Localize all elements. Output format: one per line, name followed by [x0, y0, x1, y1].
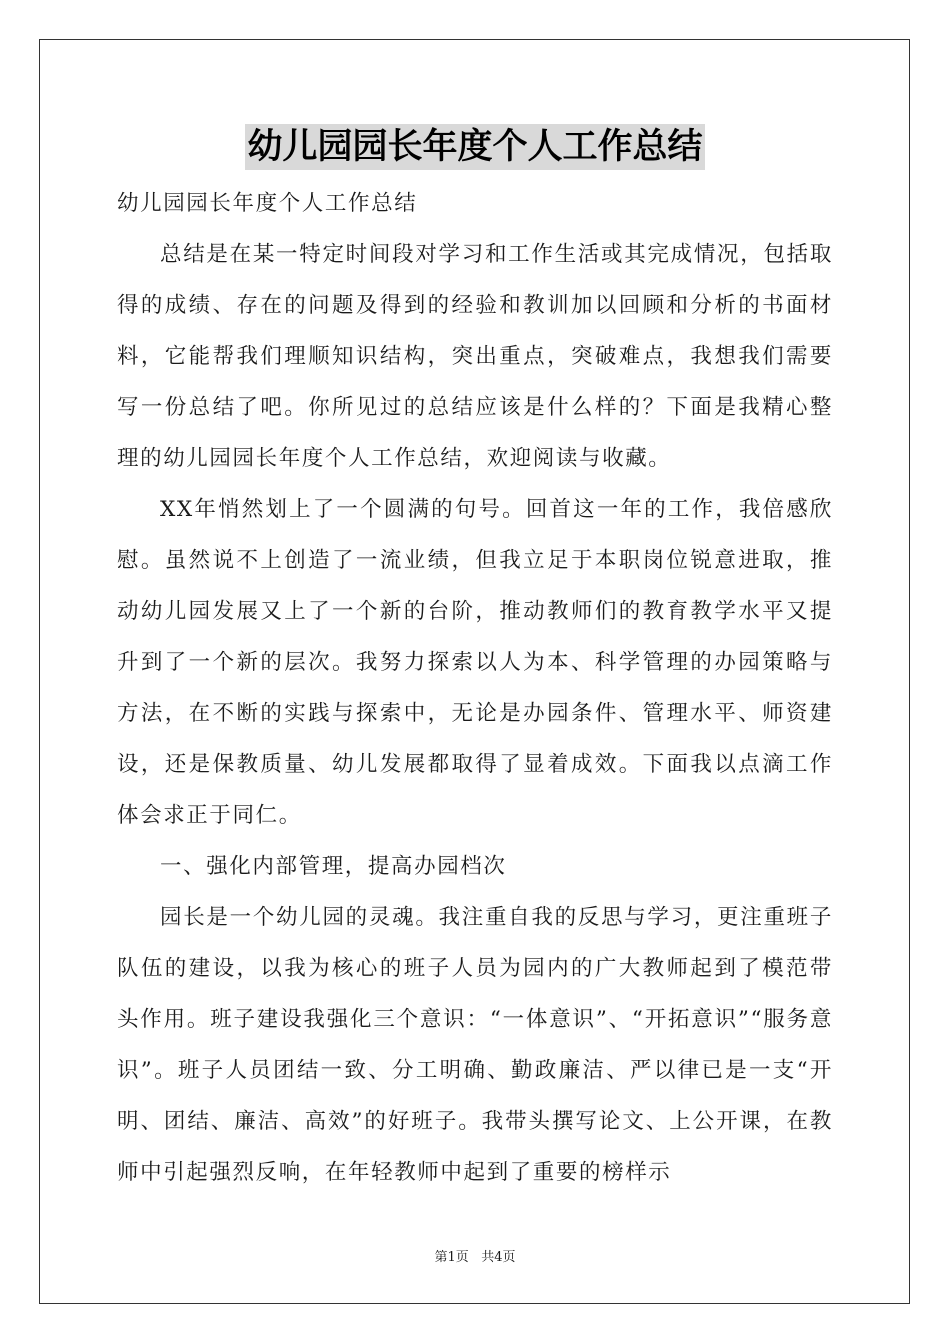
subtitle-paragraph: 幼儿园园长年度个人工作总结 — [117, 191, 418, 216]
section-heading: 一、强化内部管理，提高办园档次 — [160, 854, 507, 879]
page-total: 共4页 — [481, 1250, 516, 1265]
body-paragraph: XX年悄然划上了一个圆满的句号。回首这一年的工作，我倍感欣慰。虽然说不上创造了一流业绩，但我立足于本职岗位锐意进取，推动幼儿园发展又上了一个新的台阶，推动教师们的教育教学水平又提升到了一个新的层次。我努力探索以人为本、科学管理的办园策略与方法，在不断的实践与探索中，无论是办园条件、管理水平、师资建设，还是保教质量、幼儿发展都取得了显着成效。下面我以点滴工作体会求正于同仁。 — [117, 497, 833, 828]
title-container — [0, 124, 950, 170]
page-footer — [0, 1246, 950, 1265]
document-title: 幼儿园园长年度个人工作总结 — [245, 124, 704, 170]
document-body — [117, 178, 833, 1198]
page-number: 第1页 — [434, 1250, 469, 1265]
body-paragraph: 园长是一个幼儿园的灵魂。我注重自我的反思与学习，更注重班子队伍的建设，以我为核心的班子人员为园内的广大教师起到了模范带头作用。班子建设我强化三个意识：“一体意识”、“开拓意识”“服务意识”。班子人员团结一致、分工明确、勤政廉洁、严以律已是一支“开明、团结、廉洁、高效”的好班子。我带头撰写论文、上公开课，在教师中引起强烈反响，在年轻教师中起到了重要的榜样示 — [117, 905, 833, 1185]
intro-paragraph: 总结是在某一特定时间段对学习和工作生活或其完成情况，包括取得的成绩、存在的问题及得到的经验和教训加以回顾和分析的书面材料，它能帮我们理顺知识结构，突出重点，突破难点，我想我们需要写一份总结了吧。你所见过的总结应该是什么样的？下面是我精心整理的幼儿园园长年度个人工作总结，欢迎阅读与收藏。 — [117, 242, 833, 471]
